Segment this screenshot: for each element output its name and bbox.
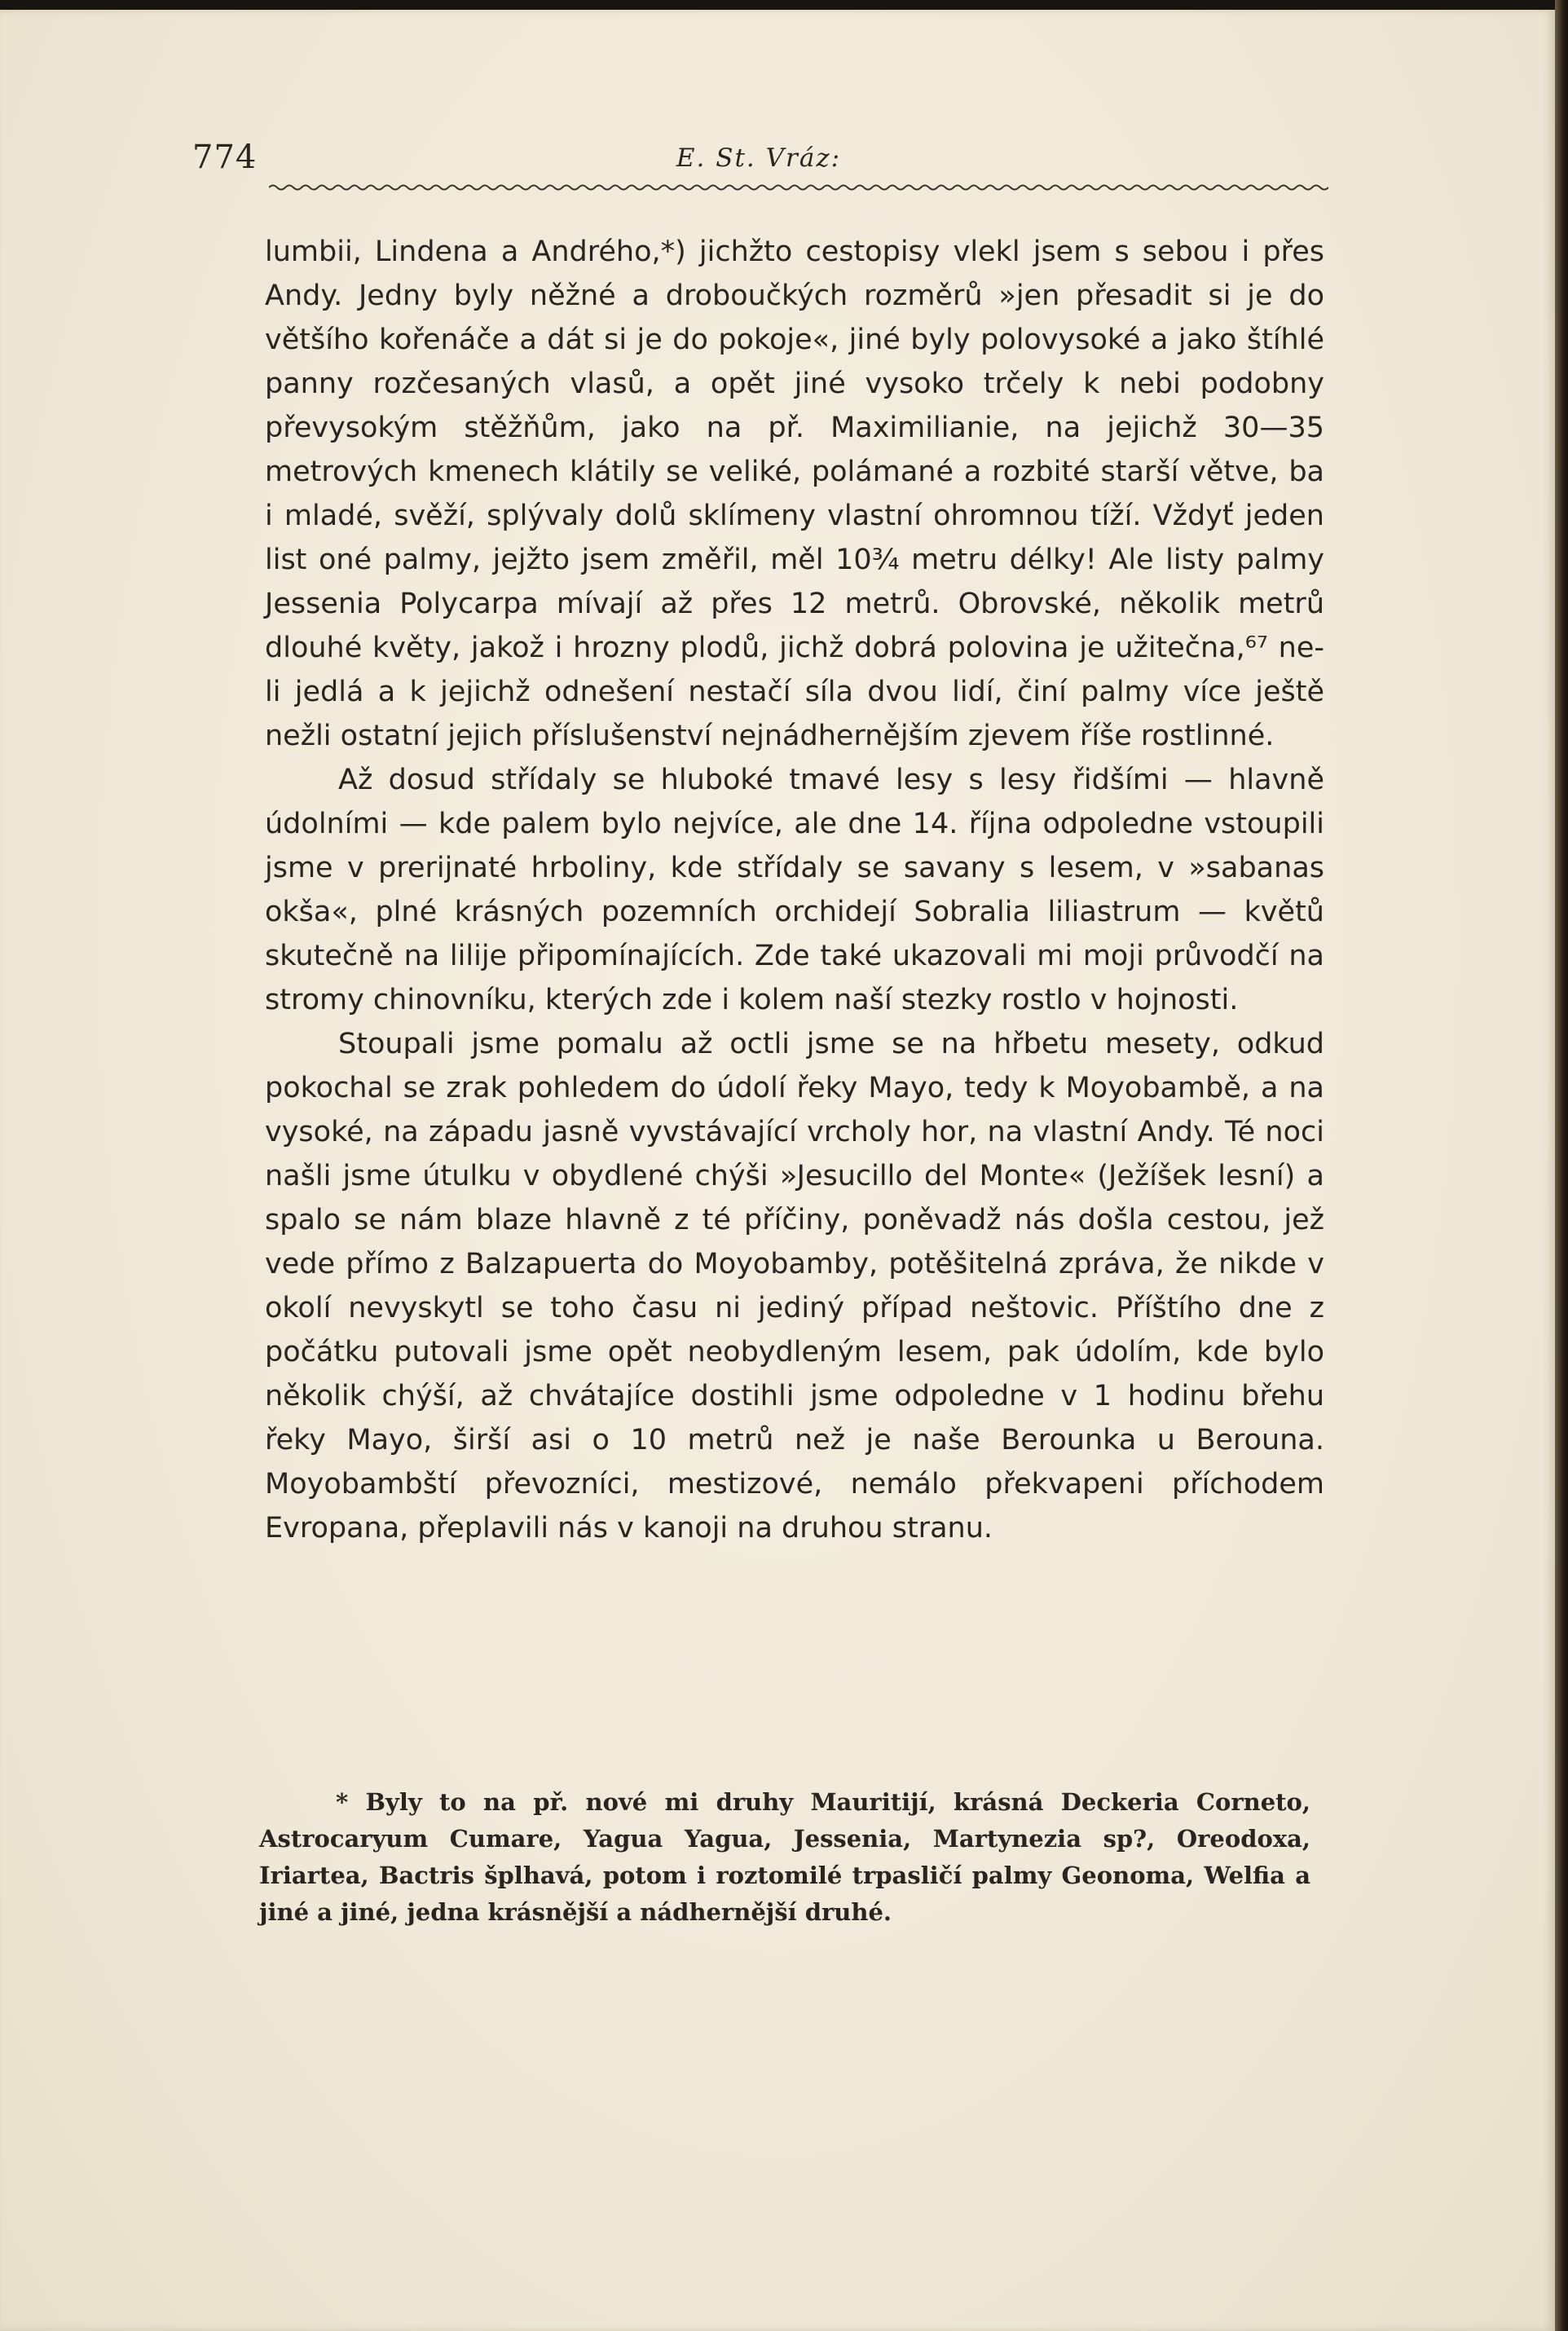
paragraph-2: Až dosud střídaly se hluboké tmavé lesy s lesy řidšími — hlavně údolními — kde palem bylo nejvíce, ale dne 14. října odpoledne vstoupili jsme v prerijnaté hrboliny, kde střídaly se savany s lesem, v »sabanas okša«, plné krásných pozemních orchidejí Sobralia liliastrum — květů skutečně na lilije připomínajících. Zde také ukazovali mi moji průvodčí na stromy chinovníku, kterých zde i kolem naší stezky rostlo v hojnosti. bbox=[265, 764, 1324, 1016]
page-number: 774 bbox=[192, 139, 258, 176]
page-header bbox=[192, 139, 1325, 187]
paragraph-3: Stoupali jsme pomalu až octli jsme se na hřbetu mesety, odkud pokochal se zrak pohledem do údolí řeky Mayo, tedy k Moyobambě, a na vysoké, na západu jasně vyvstávající vrcholy hor, na vlastní Andy. Té noci našli jsme útulku v obydlené chýši »Jesucillo del Monte« (Ježíšek lesní) a spalo se nám blaze hlavně z té příčiny, poněvadž nás došla cestou, jež vede přímo z Balzapuerta do Moyobamby, potěšitelná zpráva, že nikde v okolí nevyskytl se toho času ni jediný případ neštovic. Příštího dne z počátku putovali jsme opět neobydleným lesem, pak údolím, kde bylo několik chýší, až chvátajíce dostihli jsme odpoledne v 1 hodinu břehu řeky Mayo, širší asi o 10 metrů než je naše Berounka u Berouna. Moyobambští převozníci, mestizové, nemálo překvapeni příchodem Evropana, přeplavili nás v kanoji na druhou stranu. bbox=[265, 1028, 1324, 1544]
paragraph-1: lumbii, Lindena a Andrého,*) jichžto cestopisy vlekl jsem s sebou i přes Andy. Jedny byly něžné a droboučkých rozměrů »jen přesadit si je do většího kořenáče a dát si je do pokoje«, jiné byly polovysoké a jako štíhlé panny rozčesaných vlasů, a opět jiné vysoko trčely k nebi podobny převysokým stěžňům, jako na př. Maximilianie, na jejichž 30—35 metrových kmenech klátily se veliké, polámané a rozbité starší větve, ba i mladé, svěží, splývaly dolů sklímeny vlastní ohromnou tíží. Vždyť jeden list oné palmy, jejžto jsem změřil, měl 10¾ metru délky! Ale listy palmy Jessenia Polycarpa mívají až přes 12 metrů. Obrovské, několik metrů dlouhé květy, jakož i hrozny plodů, jichž dobrá polovina je užitečna,⁶⁷ ne-li jedlá a k jejichž odnešení nestačí síla dvou lidí, činí palmy více ještě nežli ostatní jejich příslušenství nejnádhernějším zjevem říše rostlinné. bbox=[265, 236, 1324, 752]
wavy-rule-divider bbox=[269, 181, 1328, 194]
footnote bbox=[259, 1784, 1310, 1931]
main-text bbox=[265, 230, 1324, 1550]
footnote-text: * Byly to na př. nové mi druhy Mauritijí, krásná Deckeria Corneto, Astrocaryum Cumare, Yagua Yagua, Jessenia, Martynezia sp?, Oreodoxa, Iriartea, Bactris šplhavá, potom i roztomilé trpasličí palmy Geonoma, Welfia a jiné a jiné, jedna krásnější a nádhernější druhé. bbox=[259, 1788, 1310, 1926]
page-edge-shadow bbox=[1555, 0, 1568, 2331]
running-head: E. St. Vráz: bbox=[676, 143, 842, 173]
